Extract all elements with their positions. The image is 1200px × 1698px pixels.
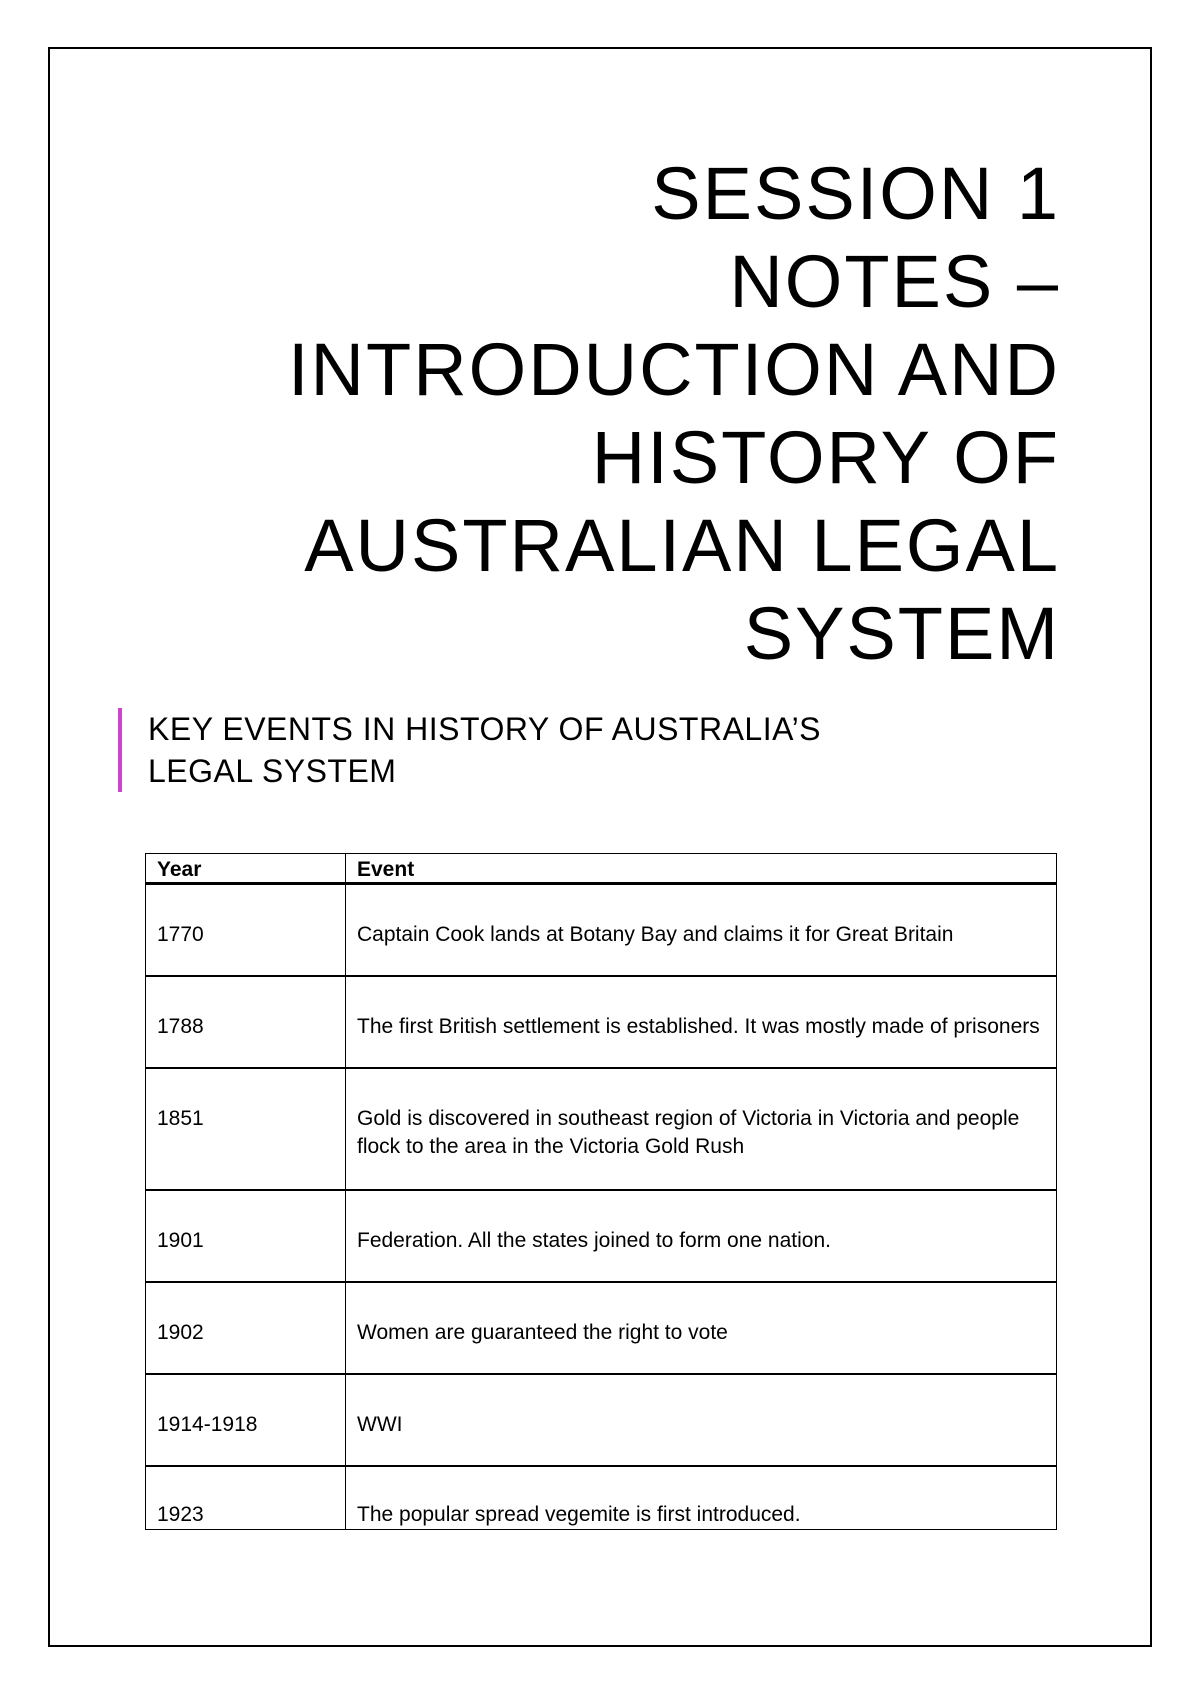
event-cell: The popular spread vegemite is first introduced. [346,1466,1057,1530]
table-row [146,1190,1057,1282]
table-row [146,1068,1057,1190]
section-heading-line: LEGAL SYSTEM [148,753,397,789]
event-cell: Women are guaranteed the right to vote [346,1282,1057,1374]
title-line: INTRODUCTION AND [288,328,1060,411]
year-cell: 1902 [146,1282,346,1374]
title-line: NOTES – [729,240,1060,323]
table-row [146,976,1057,1068]
events-table [145,853,1057,1530]
year-cell: 1851 [146,1068,346,1190]
year-cell: 1788 [146,976,346,1068]
event-cell: The first British settlement is established. It was mostly made of prisoners [346,976,1057,1068]
table-row [146,1282,1057,1374]
year-cell: 1914-1918 [146,1374,346,1466]
title-line: AUSTRALIAN LEGAL [304,504,1060,587]
section-heading [118,708,1048,792]
table-row [146,884,1057,976]
event-cell: Captain Cook lands at Botany Bay and claims it for Great Britain [346,884,1057,976]
table-header-row [146,854,1057,884]
title-line: HISTORY OF [591,416,1060,499]
event-cell: WWI [346,1374,1057,1466]
event-cell: Gold is discovered in southeast region of Victoria in Victoria and people flock to the area in the Victoria Gold Rush [346,1068,1057,1190]
year-cell: 1901 [146,1190,346,1282]
document-title [160,150,1060,678]
section-heading-line: KEY EVENTS IN HISTORY OF AUSTRALIA’S [148,711,822,747]
year-cell: 1770 [146,884,346,976]
title-line: SESSION 1 [651,152,1060,235]
event-column-header: Event [346,854,1057,884]
event-cell: Federation. All the states joined to form one nation. [346,1190,1057,1282]
table-row [146,1374,1057,1466]
title-line: SYSTEM [743,592,1060,675]
year-column-header: Year [146,854,346,884]
year-cell: 1923 [146,1466,346,1530]
table-row [146,1466,1057,1530]
